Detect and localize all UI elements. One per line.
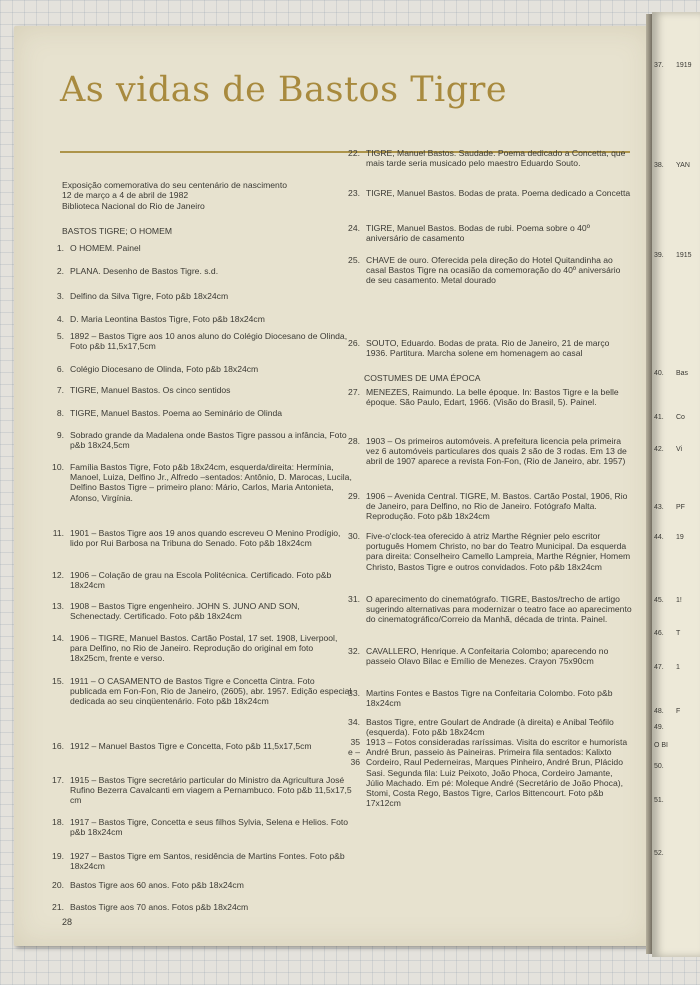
- next-page-number: O BI: [654, 742, 669, 749]
- entry-text: Bastos Tigre, entre Goulart de Andrade (à direita) e Anibal Teófilo (esquerda). Foto p&b 18x24cm: [366, 717, 614, 738]
- catalog-entry: [336, 223, 632, 243]
- catalog-entry: [40, 364, 352, 374]
- entry-number: 11.: [52, 528, 64, 538]
- entry-text: CAVALLERO, Henrique. A Confeitaria Colombo; aparecendo no passeio Olavo Bilac e Emílio de Menezes. Crayon 75x90cm: [366, 646, 609, 667]
- next-page-text: 1915: [676, 252, 692, 259]
- catalog-entry: [336, 436, 632, 467]
- entry-text: TIGRE, Manuel Bastos. Bodas de prata. Poema dedicado a Concetta: [366, 188, 631, 198]
- catalog-entry: [336, 717, 632, 737]
- entry-text: Bastos Tigre aos 70 anos. Fotos p&b 18x24cm: [70, 902, 249, 912]
- entry-text: 1915 – Bastos Tigre secretário particular do Ministro da Agricultura José Rufino Bezerra Cavalcanti em viagem a Pernambuco. Foto p&b 11,5x17,5 cm: [70, 775, 352, 806]
- catalog-entry: [40, 408, 352, 418]
- catalog-entry: [40, 817, 352, 837]
- catalog-entry: [40, 243, 352, 253]
- entry-number: 14.: [52, 633, 64, 643]
- entry-number: 23.: [348, 188, 360, 198]
- entry-number: 18.: [52, 817, 64, 827]
- catalog-entry: [336, 387, 632, 407]
- next-page-text: T: [676, 630, 681, 637]
- next-page-number: 40.: [654, 370, 664, 377]
- catalog-entry: [40, 851, 352, 871]
- entry-number: 15.: [52, 676, 64, 686]
- next-page-number: 41.: [654, 414, 664, 421]
- catalog-entry: [40, 676, 352, 707]
- entry-number: 21.: [52, 902, 64, 912]
- next-page-text: F: [676, 708, 681, 715]
- entry-text: 1906 – Avenida Central. TIGRE, M. Bastos. Cartão Postal, 1906, Rio de Janeiro, para Delfino, no Rio de Janeiro. Fotógrafo Malta. Reprodução. Foto p&b 18x24cm: [366, 491, 628, 522]
- entry-number: 9.: [56, 430, 64, 440]
- entry-text: 1906 – Colação de grau na Escola Politécnica. Certificado. Foto p&b 18x24cm: [70, 570, 332, 591]
- next-page-text: 19: [676, 534, 684, 541]
- next-page-number: 47.: [654, 664, 664, 671]
- next-page-text: 1!: [676, 597, 682, 604]
- catalog-entry: [40, 430, 352, 450]
- entry-number: 32.: [348, 646, 360, 656]
- entry-number: 24.: [348, 223, 360, 233]
- section-heading: COSTUMES DE UMA ÉPOCA: [364, 373, 481, 383]
- catalog-entry: [40, 741, 352, 751]
- entry-text: 1908 – Bastos Tigre engenheiro. JOHN S. JUNO AND SON, Schenectady. Certificado. Foto p&b 18x24cm: [70, 601, 300, 622]
- catalog-entry: [40, 462, 352, 503]
- entry-number: 19.: [52, 851, 64, 861]
- entry-number: 29.: [348, 491, 360, 501]
- entry-text: Bastos Tigre aos 60 anos. Foto p&b 18x24cm: [70, 880, 244, 890]
- catalog-entry: [336, 646, 632, 666]
- next-page-text: PF: [676, 504, 685, 511]
- entry-text: Five-o'clock-tea oferecido à atriz Marthe Régnier pelo escritor português Homem Christo, no bar do Teatro Municipal. Da esquerda para direita: Conselheiro Camello Lampreia, Marthe Régnier, Homem Christo, Bastos Tigre e outros convidados. Foto p&b 18x24cm: [366, 531, 631, 572]
- next-page-number: 49.: [654, 724, 664, 731]
- entry-text: CHAVE de ouro. Oferecida pela direção do Hotel Quitandinha ao casal Bastos Tigre na ocasião da comemoração do 40º aniversário de seu casamento. Metal dourado: [366, 255, 621, 286]
- exhibition-intro: [62, 180, 352, 211]
- catalog-entry: [336, 255, 632, 286]
- next-page-text: 1: [676, 664, 680, 671]
- next-page-number: 42.: [654, 446, 664, 453]
- next-page-number: 48.: [654, 708, 664, 715]
- entry-number: 8.: [56, 408, 64, 418]
- next-page-number: 46.: [654, 630, 664, 637]
- entry-text: TIGRE, Manuel Bastos. Poema ao Seminário de Olinda: [70, 408, 283, 418]
- catalog-entry: [40, 775, 352, 806]
- entry-text: SOUTO, Eduardo. Bodas de prata. Rio de Janeiro, 21 de março 1936. Partitura. Marcha solene em homenagem ao casal: [366, 338, 610, 359]
- entry-number: 6.: [56, 364, 64, 374]
- entry-text: TIGRE, Manuel Bastos. Bodas de rubi. Poema sobre o 40º aniversário de casamento: [366, 223, 590, 244]
- catalog-entry: [40, 331, 352, 351]
- entry-text: TIGRE, Manuel Bastos. Saudade. Poema dedicado a Concetta, que mais tarde seria musicado pelo maestro Eduardo Souto.: [366, 148, 626, 169]
- entry-number: 12.: [52, 570, 64, 580]
- entry-text: O HOMEM. Painel: [70, 243, 141, 253]
- next-page-number: 43.: [654, 504, 664, 511]
- entry-text: Família Bastos Tigre, Foto p&b 18x24cm, esquerda/direita: Hermínia, Manoel, Luiza, Delfino Jr., Alfredo –sentados: Antônio, D. Marocas, Lucila, Delfino Bastos Tigre – primeiro plano: Mário, Carlos, Maria Antonieta, Afonso, Virgínia.: [70, 462, 352, 503]
- catalog-entry: [40, 570, 352, 590]
- catalog-entry: [336, 338, 632, 358]
- entry-number: 28.: [348, 436, 360, 446]
- entry-text: Delfino da Silva Tigre, Foto p&b 18x24cm: [70, 291, 229, 301]
- entry-text: 1906 – TIGRE, Manuel Bastos. Cartão Postal, 17 set. 1908, Liverpool, para Delfino, no Rio de Janeiro. Reprodução do original em foto 18x25cm, frente e verso.: [70, 633, 338, 664]
- next-page-number: 39.: [654, 252, 664, 259]
- catalog-entry: [40, 880, 352, 890]
- next-page-text: Bas: [676, 370, 689, 377]
- entry-text: 1912 – Manuel Bastos Tigre e Concetta, Foto p&b 11,5x17,5cm: [70, 741, 312, 751]
- next-page-text: Vi: [676, 446, 683, 453]
- entry-text: 1901 – Bastos Tigre aos 19 anos quando escreveu O Menino Prodígio, lido por Rui Barbosa na Tribuna do Senado. Foto p&b 18x24cm: [70, 528, 341, 549]
- catalog-entry: [336, 188, 632, 198]
- entry-text: 1903 – Os primeiros automóveis. A prefeitura licencia pela primeira vez 6 automóveis particulares dos quais 2 são de 3 rodas. Em 13 de abril de 1907 aparece a revista Fon-Fon, (Rio de Janeiro, abr. 1957): [366, 436, 627, 467]
- entry-number: 7.: [56, 385, 64, 395]
- entry-number: 16.: [52, 741, 64, 751]
- entry-number: 5.: [56, 331, 64, 341]
- entry-number: 34.: [348, 717, 360, 727]
- entry-text: 1892 – Bastos Tigre aos 10 anos aluno do Colégio Diocesano de Olinda, Foto p&b 11,5x17,5cm: [70, 331, 348, 352]
- catalog-entry: [40, 385, 352, 395]
- entry-text: 1911 – O CASAMENTO de Bastos Tigre e Concetta Cintra. Foto publicada em Fon-Fon, Rio de Janeiro, (2605), abr. 1957. Edição especial dedicada ao seu cinqüentenário. Foto p&b 18x24cm: [70, 676, 352, 707]
- next-page-number: 44.: [654, 534, 664, 541]
- next-page-text: 1919: [676, 62, 692, 69]
- next-page-number: 51.: [654, 797, 664, 804]
- page-title: As vidas de Bastos Tigre: [60, 70, 508, 110]
- intro-line: 12 de março a 4 de abril de 1982: [62, 190, 189, 201]
- entry-text: D. Maria Leontina Bastos Tigre, Foto p&b 18x24cm: [70, 314, 265, 324]
- entry-text: O aparecimento do cinematógrafo. TIGRE, Bastos/trecho de artigo sugerindo alternativas para modernizar o teatro face ao aparecimento do cinematográfico/Correio da Manhã, década de trinta. Painel.: [366, 594, 632, 625]
- catalog-entry: [336, 737, 632, 808]
- catalog-entry: [336, 148, 632, 168]
- next-page-number: 50.: [654, 763, 664, 770]
- entry-text: PLANA. Desenho de Bastos Tigre. s.d.: [70, 266, 219, 276]
- entry-number: 25.: [348, 255, 360, 265]
- intro-line: Biblioteca Nacional do Rio de Janeiro: [62, 200, 205, 211]
- catalog-entry: [336, 688, 632, 708]
- entry-number: 2.: [56, 266, 64, 276]
- catalog-entry: [40, 528, 352, 548]
- entry-text: Sobrado grande da Madalena onde Bastos Tigre passou a infância, Foto p&b 18x24,5cm: [70, 430, 347, 451]
- next-page-number: 45.: [654, 597, 664, 604]
- entry-number: 1.: [56, 243, 64, 253]
- entry-number: 26.: [348, 338, 360, 348]
- next-page-number: 38.: [654, 162, 664, 169]
- intro-line: Exposição comemorativa do seu centenário de nascimento: [62, 180, 287, 190]
- catalog-entry: [40, 633, 352, 664]
- entry-text: TIGRE, Manuel Bastos. Os cinco sentidos: [70, 385, 231, 395]
- entry-number: 3.: [56, 291, 64, 301]
- section-heading: BASTOS TIGRE; O HOMEM: [62, 226, 172, 236]
- entry-number: 22.: [348, 148, 360, 158]
- entry-number: 13.: [52, 601, 64, 611]
- next-page-text: Co: [676, 414, 685, 421]
- entry-number: 33.: [348, 688, 360, 698]
- catalog-entry: [40, 902, 352, 912]
- entry-number: 4.: [56, 314, 64, 324]
- entry-number: 35 e – 36: [348, 737, 360, 768]
- entry-number: 20.: [52, 880, 64, 890]
- catalog-entry: [40, 601, 352, 621]
- catalog-entry: [40, 291, 352, 301]
- catalog-entry: [336, 531, 632, 572]
- catalog-entry: [336, 594, 632, 625]
- entry-text: Martins Fontes e Bastos Tigre na Confeitaria Colombo. Foto p&b 18x24cm: [366, 688, 613, 709]
- entry-text: MENEZES, Raimundo. La belle époque. In: Bastos Tigre e la belle époque. São Paulo, Edart, 1966. (Visão do Brasil, 5). Painel.: [366, 387, 619, 408]
- next-page-number: 37.: [654, 62, 664, 69]
- entry-number: 10.: [52, 462, 64, 472]
- catalog-entry: [336, 491, 632, 522]
- entry-text: 1913 – Fotos consideradas raríssimas. Visita do escritor e humorista André Brun, passeio às Paineiras. Primeira fila sentados: Kalixto Cordeiro, Raul Pederneiras, Marques Pinheiro, André Brun, Plácido Sasi. Segunda fila: Luiz Peixoto, João Phoca, Cordeiro Jamante, Júlio Machado. Em pé: Moleque André (Secretário de João Phoca), Stomi, Costa Rego, Bastos Tigre, Carlos Bittencourt. Foto p&b 17x12cm: [366, 737, 628, 809]
- entry-text: 1917 – Bastos Tigre, Concetta e seus filhos Sylvia, Selena e Helios. Foto p&b 18x24cm: [70, 817, 349, 838]
- catalog-entry: [40, 314, 352, 324]
- entry-number: 30.: [348, 531, 360, 541]
- catalog-entry: [40, 266, 352, 276]
- entry-number: 27.: [348, 387, 360, 397]
- next-page-number: 52.: [654, 850, 664, 857]
- page-number: 28: [62, 917, 73, 927]
- entry-number: 17.: [52, 775, 64, 785]
- entry-text: 1927 – Bastos Tigre em Santos, residência de Martins Fontes. Foto p&b 18x24cm: [70, 851, 345, 872]
- entry-text: Colégio Diocesano de Olinda, Foto p&b 18x24cm: [70, 364, 259, 374]
- next-page-fragment: [652, 12, 700, 957]
- entry-number: 31.: [348, 594, 360, 604]
- next-page-text: YAN: [676, 162, 690, 169]
